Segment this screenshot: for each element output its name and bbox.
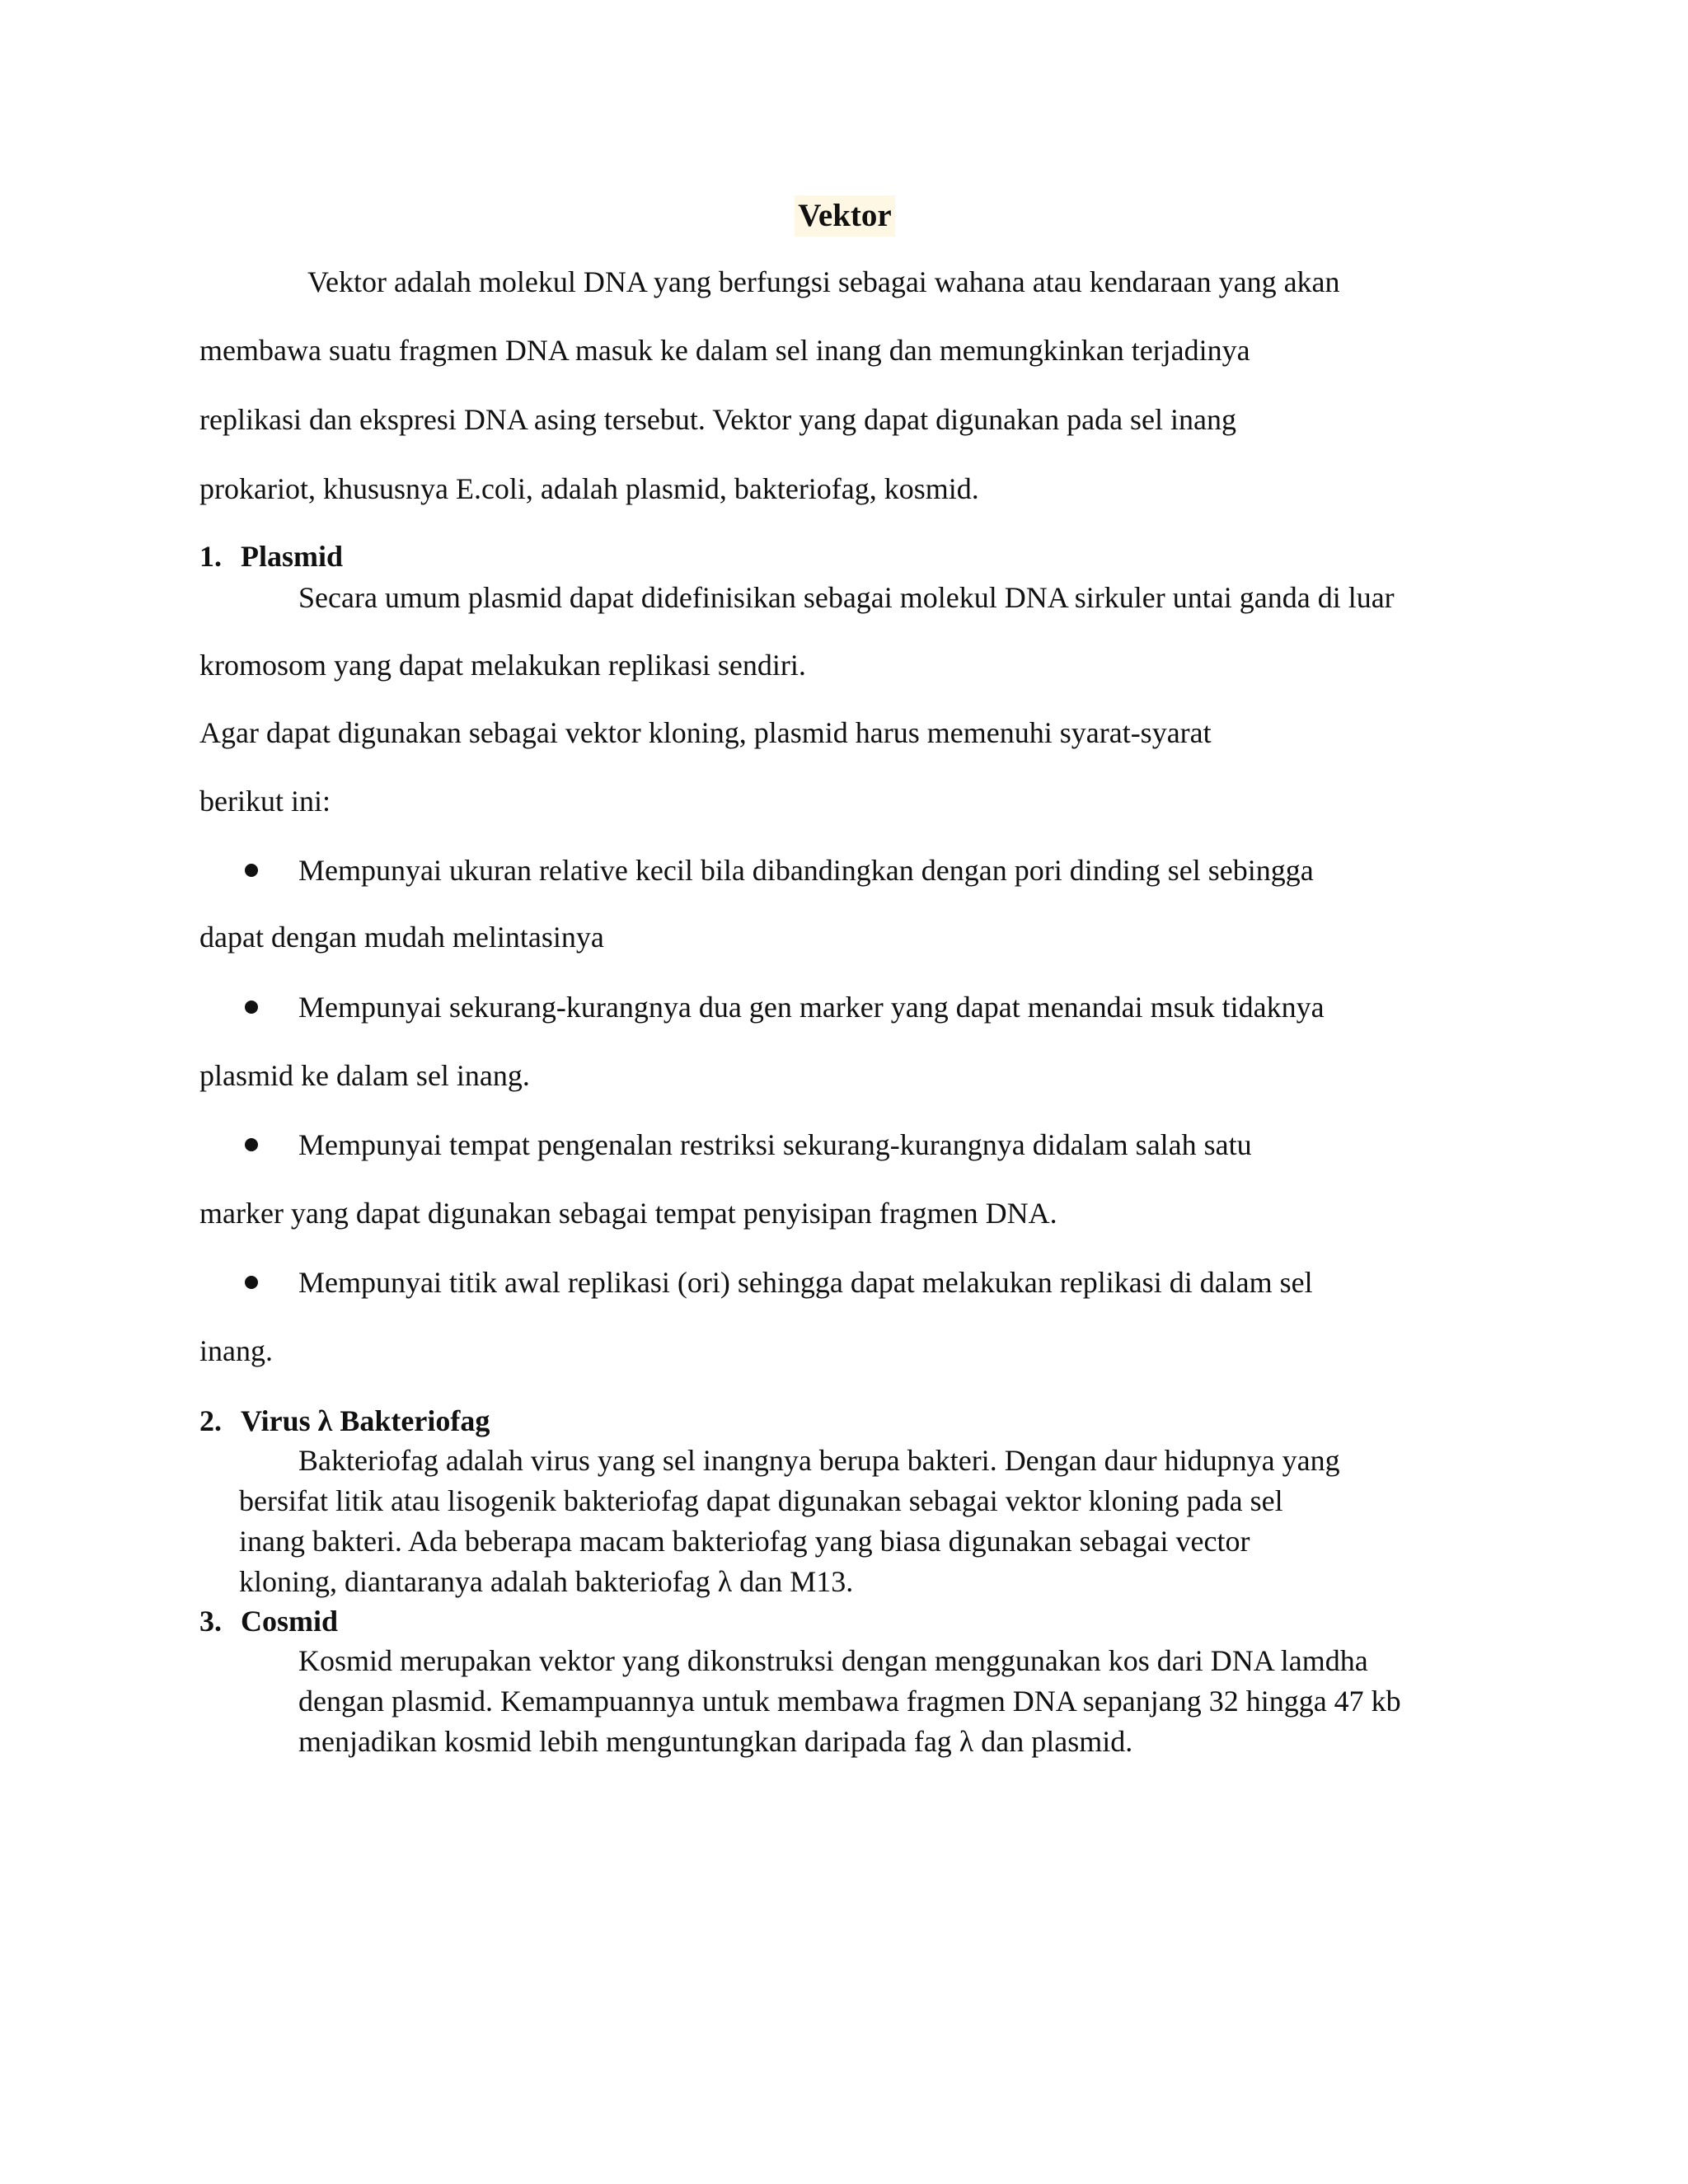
section-2-title: Virus λ Bakteriofag: [241, 1404, 490, 1437]
section-2-line-2: bersifat litik atau lisogenik bakteriofag dapat digunakan sebagai vektor kloning pada sel: [239, 1484, 1283, 1517]
section-3-heading: [199, 1603, 338, 1639]
bullet-dot-4: [245, 1276, 258, 1289]
section-3-number: 3.: [199, 1605, 222, 1638]
bullet-3-continuation: marker yang dapat digunakan sebagai tempat penyisipan fragmen DNA.: [199, 1197, 1057, 1230]
bullet-4-text: Mempunyai titik awal replikasi (ori) sehingga dapat melakukan replikasi di dalam sel: [298, 1266, 1313, 1299]
section-2-line-3: inang bakteri. Ada beberapa macam bakteriofag yang biasa digunakan sebagai vector: [239, 1525, 1250, 1558]
bullet-dot-1: [245, 864, 258, 877]
document-title: Vektor: [795, 195, 895, 237]
section-1-number: 1.: [199, 540, 222, 573]
bullet-3-text: Mempunyai tempat pengenalan restriksi sekurang-kurangnya didalam salah satu: [298, 1128, 1252, 1161]
section-3-line-1: Kosmid merupakan vektor yang dikonstruksi dengan menggunakan kos dari DNA lamdha: [298, 1644, 1368, 1677]
section-3-line-3: menjadikan kosmid lebih menguntungkan daripada fag λ dan plasmid.: [298, 1725, 1133, 1758]
section-1-heading: [199, 538, 343, 574]
section-2-number: 2.: [199, 1404, 222, 1437]
intro-line-4: prokariot, khususnya E.coli, adalah plasmid, bakteriofag, kosmid.: [199, 472, 979, 505]
bullet-dot-3: [245, 1138, 258, 1151]
intro-line-1: Vektor adalah molekul DNA yang berfungsi sebagai wahana atau kendaraan yang akan: [307, 265, 1340, 298]
section-1-line-1: Secara umum plasmid dapat didefinisikan sebagai molekul DNA sirkuler untai ganda di luar: [298, 581, 1395, 614]
section-1-line-2: kromosom yang dapat melakukan replikasi sendiri.: [199, 649, 806, 682]
bullet-1-text: Mempunyai ukuran relative kecil bila dibandingkan dengan pori dinding sel sebingga: [298, 854, 1314, 887]
section-3-line-2: dengan plasmid. Kemampuannya untuk membawa fragmen DNA sepanjang 32 hingga 47 kb: [298, 1685, 1401, 1718]
bullet-4-continuation: inang.: [199, 1334, 273, 1367]
section-2-line-4: kloning, diantaranya adalah bakteriofag λ dan M13.: [239, 1565, 854, 1598]
bullet-dot-2: [245, 1001, 258, 1014]
intro-line-2: membawa suatu fragmen DNA masuk ke dalam sel inang dan memungkinkan terjadinya: [199, 334, 1250, 367]
section-2-heading: [199, 1403, 490, 1439]
section-3-title: Cosmid: [241, 1605, 339, 1638]
section-1-line-4: berikut ini:: [199, 785, 331, 818]
intro-line-3: replikasi dan ekspresi DNA asing tersebut. Vektor yang dapat digunakan pada sel inang: [199, 403, 1237, 436]
section-1-title: Plasmid: [241, 540, 344, 573]
bullet-2-text: Mempunyai sekurang-kurangnya dua gen marker yang dapat menandai msuk tidaknya: [298, 991, 1325, 1024]
bullet-2-continuation: plasmid ke dalam sel inang.: [199, 1059, 530, 1092]
section-2-line-1: Bakteriofag adalah virus yang sel inangnya berupa bakteri. Dengan daur hidupnya yang: [298, 1444, 1340, 1477]
section-1-line-3: Agar dapat digunakan sebagai vektor kloning, plasmid harus memenuhi syarat-syarat: [199, 716, 1212, 749]
bullet-1-continuation: dapat dengan mudah melintasinya: [199, 921, 604, 954]
